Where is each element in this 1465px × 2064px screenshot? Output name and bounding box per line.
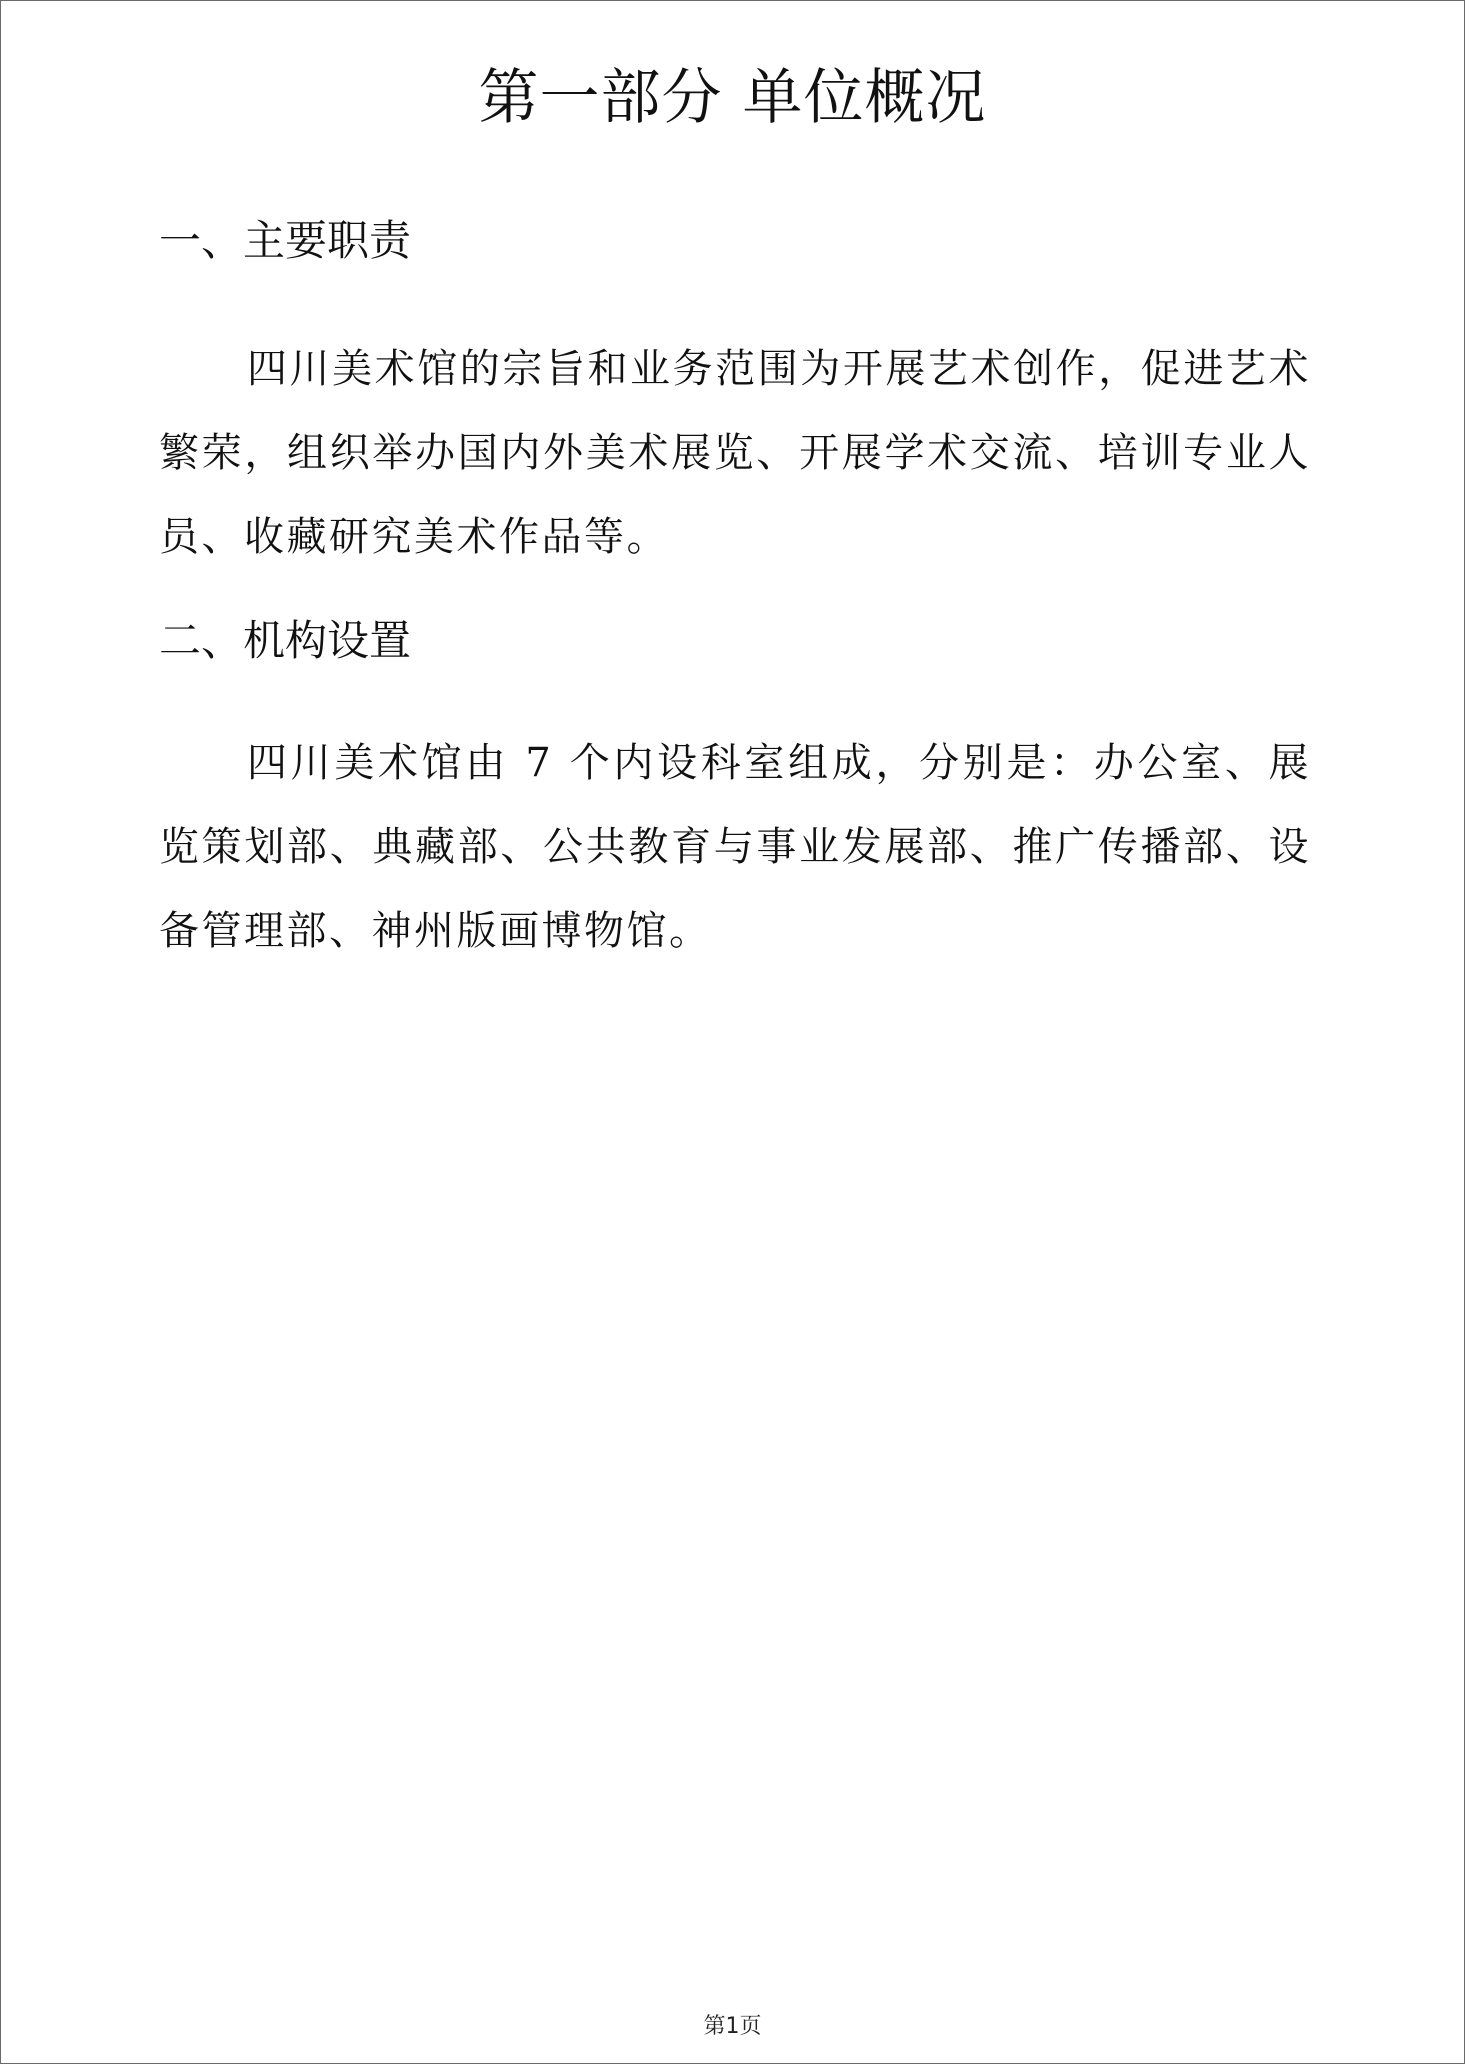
- section-heading-main-duties: 一、主要职责: [159, 216, 412, 265]
- section-body-main-duties: 四川美术馆的宗旨和业务范围为开展艺术创作，促进艺术繁荣，组织举办国内外美术展览、开展学术交流、培训专业人员、收藏研究美术作品等。: [159, 346, 1311, 560]
- page-number: 第1页: [703, 2014, 762, 2039]
- section-body-organization: 四川美术馆由 7 个内设科室组成，分别是：办公室、展览策划部、典藏部、公共教育与事业发展部、推广传播部、设备管理部、神州版画博物馆。: [159, 740, 1311, 954]
- page-title: 第一部分 单位概况: [478, 63, 987, 133]
- section-heading-organization: 二、机构设置: [159, 616, 412, 665]
